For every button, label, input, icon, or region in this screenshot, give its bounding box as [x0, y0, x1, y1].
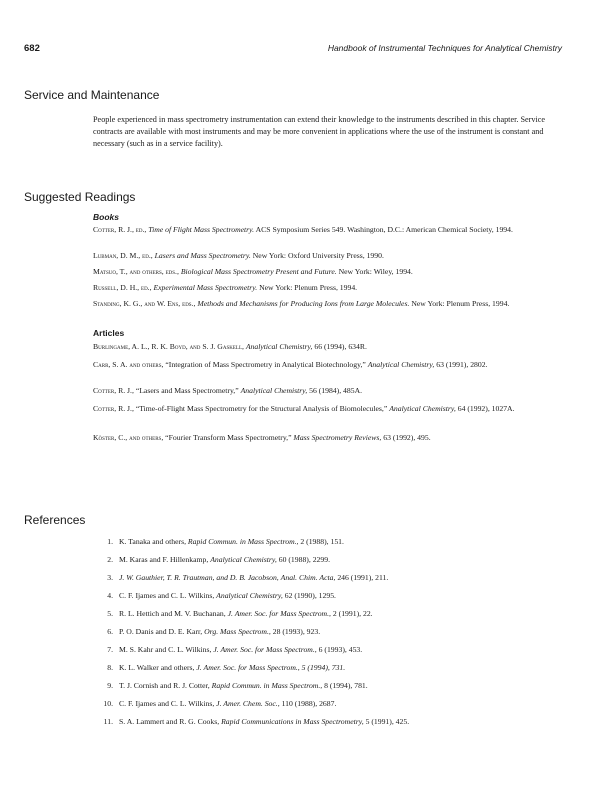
reference-citation: 28 (1993), 923. — [272, 627, 321, 636]
reference-journal: Rapid Communications in Mass Spectrometry, — [221, 717, 364, 726]
article-entry — [93, 403, 573, 415]
reference-number: 10. — [103, 699, 113, 708]
reference-number: 1. — [107, 537, 113, 546]
book-publication: New York: Wiley, 1994. — [336, 267, 413, 276]
reference-journal: J. Amer. Soc. for Mass Spectrom., — [227, 609, 331, 618]
article-journal: Analytical Chemistry, — [240, 386, 308, 395]
reference-citation: 5 (1994), 731. — [301, 663, 346, 672]
book-publication: ACS Symposium Series 549. Washington, D.C.: American Chemical Society, 1994. — [254, 225, 513, 234]
reference-number: 8. — [107, 663, 113, 672]
reference-citation: 6 (1993), 453. — [318, 645, 363, 654]
book-entry — [93, 250, 573, 262]
reference-item — [93, 698, 561, 709]
reference-item — [93, 608, 561, 619]
reference-item — [93, 662, 561, 673]
reference-authors: R. L. Hettich and M. V. Buchanan, — [119, 609, 226, 618]
reference-authors: P. O. Danis and D. E. Karr, — [119, 627, 203, 636]
reference-journal: J. Amer. Chem. Soc., — [216, 699, 280, 708]
article-journal: Analytical Chemistry, — [389, 404, 456, 413]
running-head: Handbook of Instrumental Techniques for Analytical Chemistry — [327, 43, 562, 53]
article-entry — [93, 385, 573, 397]
reference-citation: 5 (1991), 425. — [365, 717, 410, 726]
reference-citation: 60 (1988), 2299. — [278, 555, 330, 564]
article-authors: Cotter, R. J., — [93, 386, 134, 395]
article-journal: Analytical Chemistry, — [367, 360, 435, 369]
book-publication: New York: Oxford University Press, 1990. — [250, 251, 384, 260]
reference-number: 5. — [107, 609, 113, 618]
reference-citation: 8 (1994), 781. — [324, 681, 368, 690]
reference-number: 4. — [107, 591, 113, 600]
reference-journal: Analytical Chemistry, — [216, 591, 283, 600]
reference-authors: K. Tanaka and others, — [119, 537, 186, 546]
reference-citation: 246 (1991), 211. — [337, 573, 389, 582]
service-paragraph: People experienced in mass spectrometry instrumentation can extend their knowledge to the instruments described in this chapter. Service contracts are available with most instruments and may be more convenient in applications where the use of the instrument is constant and necessary (such as in a service facility). — [93, 115, 545, 148]
book-entry — [93, 282, 573, 294]
reference-journal: Anal. Chim. Acta, — [280, 573, 336, 582]
article-citation: 63 (1992), 495. — [381, 433, 431, 442]
book-publication: New York: Plenum Press, 1994. — [257, 283, 358, 292]
reference-authors: T. J. Cornish and R. J. Cotter, — [119, 681, 210, 690]
reference-item — [93, 680, 561, 691]
book-title: Time of Flight Mass Spectrometry. — [148, 225, 255, 234]
book-entry — [93, 298, 573, 310]
page-number: 682 — [24, 43, 40, 54]
reference-citation: 2 (1988), 151. — [300, 537, 344, 546]
reference-authors: K. L. Walker and others, — [119, 663, 195, 672]
reference-number: 3. — [107, 573, 113, 582]
article-journal: Mass Spectrometry Reviews, — [293, 433, 382, 442]
book-title: Biological Mass Spectrometry Present and Future. — [180, 267, 337, 276]
reference-citation: 62 (1990), 1295. — [284, 591, 336, 600]
books-subheading: Books — [93, 212, 119, 222]
article-title: “Time-of-Flight Mass Spectrometry for the Structural Analysis of Biomolecules,” — [133, 404, 390, 413]
reference-item — [93, 572, 561, 583]
reference-citation: 2 (1991), 22. — [332, 609, 373, 618]
reference-authors: S. A. Lammert and R. G. Cooks, — [119, 717, 220, 726]
references-heading: References — [24, 513, 86, 527]
article-entry — [93, 341, 573, 353]
reference-number: 2. — [107, 555, 113, 564]
article-authors: Cotter, R. J., — [93, 404, 134, 413]
reference-authors: M. S. Kahr and C. L. Wilkins, — [119, 645, 212, 654]
article-entry — [93, 432, 573, 444]
reference-item — [93, 536, 561, 547]
article-entry — [93, 359, 573, 371]
reference-item — [93, 626, 561, 637]
articles-subheading: Articles — [93, 328, 125, 338]
book-title: Experimental Mass Spectrometry. — [153, 283, 258, 292]
reference-number: 6. — [107, 627, 113, 636]
book-title: Methods and Mechanisms for Producing Ions from Large Molecules. — [197, 299, 410, 308]
reference-item — [93, 590, 561, 601]
service-heading: Service and Maintenance — [24, 88, 160, 102]
article-citation: 66 (1994), 634R. — [312, 342, 367, 351]
page-header — [24, 43, 562, 57]
article-authors: Carr, S. A. and others, — [93, 360, 164, 369]
reference-number: 7. — [107, 645, 113, 654]
reference-authors: M. Karas and F. Hillenkamp, — [119, 555, 209, 564]
book-authors: Cotter, R. J., ed., — [93, 225, 147, 234]
article-journal: Analytical Chemistry, — [245, 342, 313, 351]
article-title: “Fourier Transform Mass Spectrometry,” — [163, 433, 294, 442]
book-entry — [93, 266, 573, 278]
reference-citation: 110 (1988), 2687. — [281, 699, 337, 708]
book-authors: Lubman, D. M., ed., — [93, 251, 153, 260]
article-citation: 64 (1992), 1027A. — [455, 404, 515, 413]
article-authors: Köster, C., and others, — [93, 433, 164, 442]
reference-number: 9. — [107, 681, 113, 690]
suggested-readings-heading: Suggested Readings — [24, 190, 136, 204]
reference-journal: Rapid Commun. in Mass Spectrom., — [211, 681, 323, 690]
reference-journal: J. Amer. Soc. for Mass Spectrom., — [213, 645, 317, 654]
book-authors: Standing, K. G., and W. Ens, eds., — [93, 299, 196, 308]
reference-authors: J. W. Gauthier, T. R. Trautman, and D. B. Jacobson, — [119, 573, 279, 582]
reference-journal: Analytical Chemistry, — [210, 555, 277, 564]
book-authors: Russell, D. H., ed., — [93, 283, 152, 292]
reference-authors: C. F. Ijames and C. L. Wilkins, — [119, 591, 215, 600]
article-authors: Burlingame, A. L., R. K. Boyd, and S. J. Gaskell, — [93, 342, 244, 351]
reference-item — [93, 554, 561, 565]
reference-item — [93, 716, 561, 727]
book-authors: Matsuo, T., and others, eds., — [93, 267, 179, 276]
article-citation: 56 (1984), 485A. — [307, 386, 363, 395]
article-title: “Integration of Mass Spectrometry in Analytical Biotechnology,” — [163, 360, 368, 369]
article-title: “Lasers and Mass Spectrometry,” — [133, 386, 241, 395]
book-entry — [93, 224, 573, 236]
reference-item — [93, 644, 561, 655]
book-publication: New York: Plenum Press, 1994. — [409, 299, 510, 308]
article-citation: 63 (1991), 2802. — [434, 360, 488, 369]
book-title: Lasers and Mass Spectrometry. — [154, 251, 251, 260]
reference-authors: C. F. Ijames and C. L. Wilkins, — [119, 699, 215, 708]
reference-journal: Rapid Commun. in Mass Spectrom., — [187, 537, 299, 546]
reference-journal: Org. Mass Spectrom., — [204, 627, 271, 636]
reference-journal: J. Amer. Soc. for Mass Spectrom., — [196, 663, 300, 672]
reference-number: 11. — [103, 717, 113, 726]
